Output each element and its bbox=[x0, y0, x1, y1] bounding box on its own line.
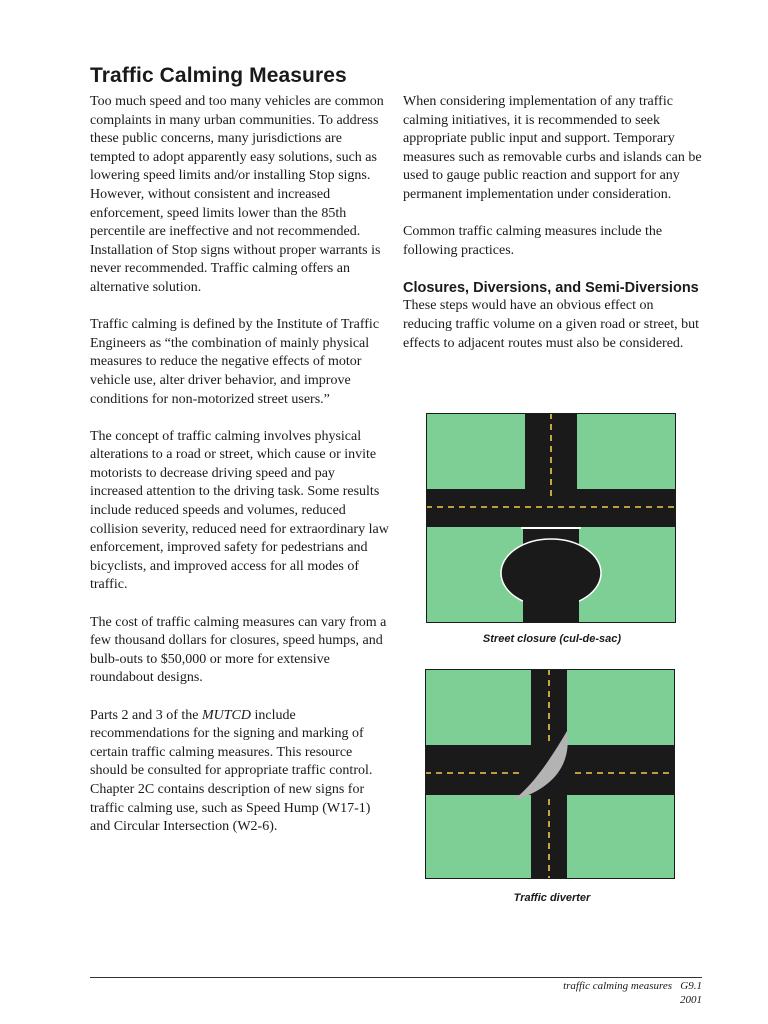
traffic-diverter-diagram bbox=[425, 669, 675, 879]
street-closure-diagram bbox=[426, 413, 676, 623]
footer-divider bbox=[90, 977, 702, 978]
definition-paragraph: Traffic calming is defined by the Institute of Traffic Engineers as “the combination of mainly physical measures to reduce the negative effects of motor vehicle use, alter driver behavior, and improve conditions for non-motorized street users.” bbox=[90, 317, 380, 407]
street-closure-figure bbox=[426, 413, 676, 623]
street-closure-caption: Street closure (cul-de-sac) bbox=[482, 633, 622, 645]
traffic-diverter-caption: Traffic diverter bbox=[513, 892, 591, 904]
closures-paragraph: These steps would have an obvious effect on reducing traffic volume on a given road or street, but effects to adjacent routes must also be considered. bbox=[403, 298, 699, 351]
intro-paragraph: Too much speed and too many vehicles are common complaints in many urban communities. To address these public concerns, many jurisdictions are tempted to adopt apparently easy solutions, such as lowering speed limits and/or installing Stop signs. However, without consistent and increased enforcement, speed limits lower than the 85th percentile are ineffective and not recommended. Installation of Stop signs without proper warrants is never recommended. Traffic calming offers an alternative solution. bbox=[90, 94, 384, 295]
mutcd-text-before: Parts 2 and 3 of the bbox=[90, 707, 202, 723]
left-column bbox=[90, 93, 390, 855]
mutcd-paragraph bbox=[90, 707, 390, 837]
traffic-diverter-figure bbox=[425, 669, 675, 879]
page-footer bbox=[563, 980, 702, 1007]
cost-paragraph: The cost of traffic calming measures can vary from a few thousand dollars for closures, speed humps, and bulb-outs to $50,000 or more for extensive roundabout designs. bbox=[90, 614, 387, 686]
implementation-paragraph: When considering implementation of any traffic calming initiatives, it is recommended to seek appropriate public input and support. Temporary measures such as removable curbs and islands can be used to gauge public reaction and support for any permanent implementation under consideration. bbox=[403, 94, 702, 202]
page-title: Traffic Calming Measures bbox=[90, 64, 347, 87]
concept-paragraph: The concept of traffic calming involves physical alterations to a road or street, which cause or invite motorists to decrease driving speed and pay increased attention to the driving task. Some results include reduced speeds and volumes, reduced collision severity, reduced need for extraordinary law enforcement, improved safety for pedestrians and bicyclists, and improved access for all modes of traffic. bbox=[90, 428, 389, 593]
closure-south-road bbox=[523, 593, 579, 623]
right-column bbox=[403, 93, 703, 372]
footer-year: 2001 bbox=[680, 993, 702, 1006]
practices-paragraph: Common traffic calming measures include the following practices. bbox=[403, 224, 663, 258]
mutcd-title: MUTCD bbox=[201, 707, 251, 723]
footer-section-label: traffic calming measures G9.1 bbox=[563, 980, 702, 992]
mutcd-text-after: include recommendations for the signing and marking of certain traffic calming measures. This resource should be consulted for appropriate traffic control. Chapter 2C contains description of new signs for traffic calming use, such as Speed Hump (W17-1) and Circular Intersection (W2-6). bbox=[90, 707, 373, 835]
section-heading: Closures, Diversions, and Semi-Diversions bbox=[403, 279, 699, 296]
